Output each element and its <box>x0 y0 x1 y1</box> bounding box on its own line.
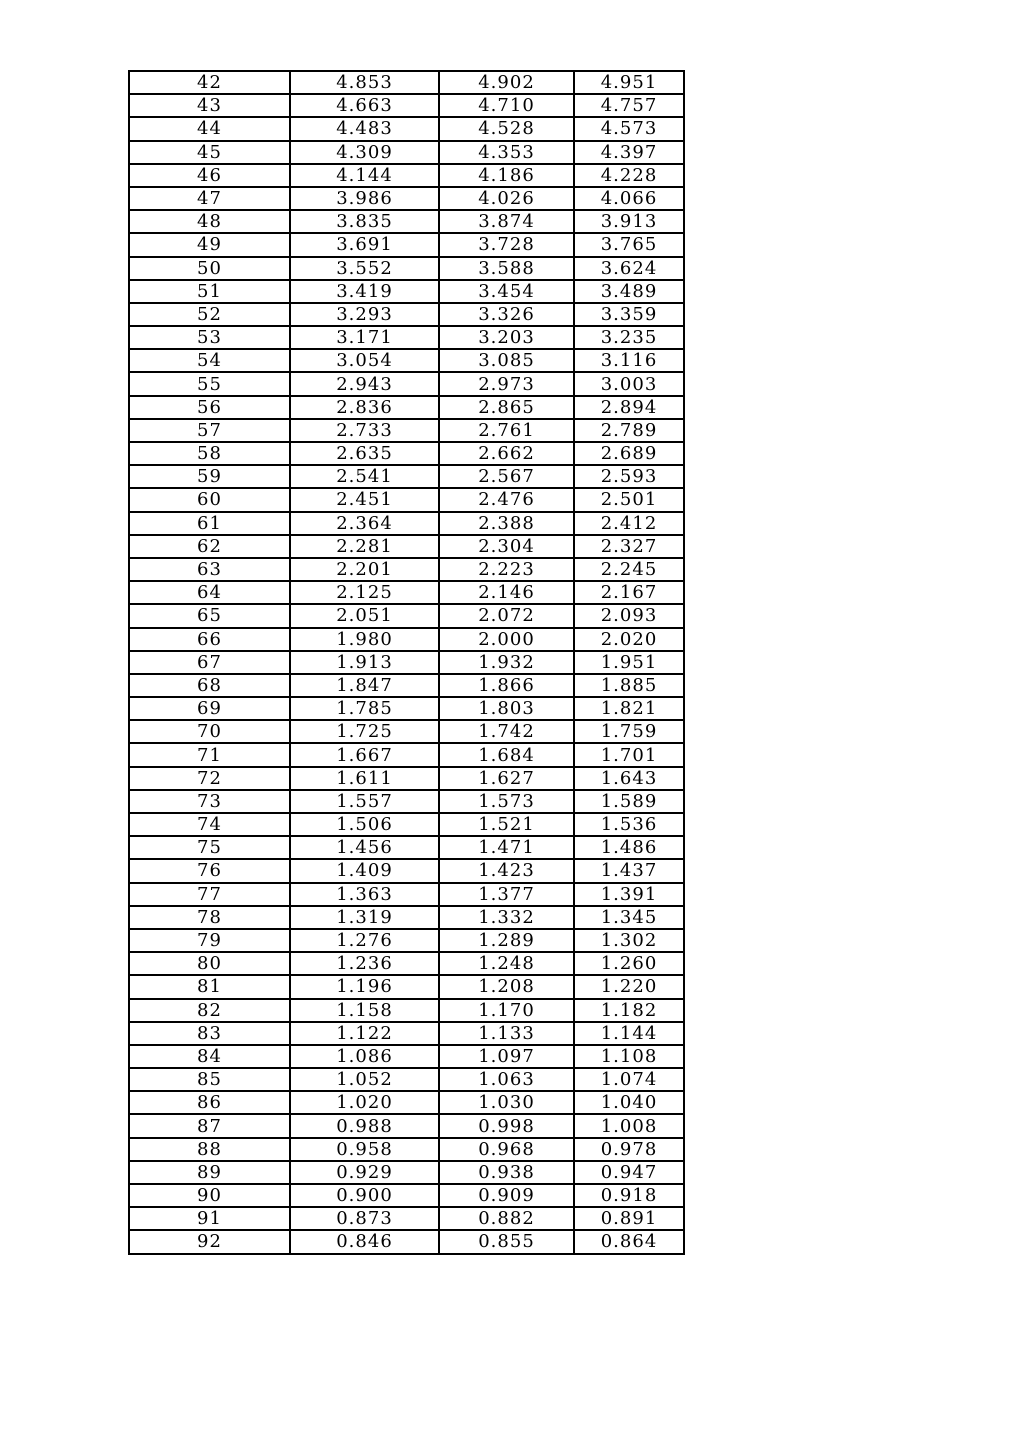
table-row <box>129 233 684 256</box>
value-cell-2: 3.085 <box>439 349 574 372</box>
value-cell-1: 2.451 <box>290 488 439 511</box>
value-cell-2: 1.742 <box>439 720 574 743</box>
value-cell-3: 1.144 <box>574 1022 684 1045</box>
index-cell: 43 <box>129 94 290 117</box>
value-cell-2: 2.304 <box>439 535 574 558</box>
value-cell-1: 1.725 <box>290 720 439 743</box>
table-row <box>129 767 684 790</box>
value-cell-1: 3.419 <box>290 280 439 303</box>
index-cell: 68 <box>129 674 290 697</box>
value-cell-2: 3.454 <box>439 280 574 303</box>
value-cell-3: 2.501 <box>574 488 684 511</box>
value-cell-1: 2.051 <box>290 604 439 627</box>
index-cell: 73 <box>129 790 290 813</box>
value-cell-1: 1.980 <box>290 628 439 651</box>
value-cell-1: 4.309 <box>290 141 439 164</box>
index-cell: 58 <box>129 442 290 465</box>
value-cell-2: 1.803 <box>439 697 574 720</box>
index-cell: 71 <box>129 743 290 766</box>
value-cell-2: 2.072 <box>439 604 574 627</box>
table-row <box>129 512 684 535</box>
value-cell-2: 1.573 <box>439 790 574 813</box>
value-cell-2: 1.866 <box>439 674 574 697</box>
value-cell-1: 1.557 <box>290 790 439 813</box>
value-cell-1: 0.900 <box>290 1184 439 1207</box>
table-row <box>129 257 684 280</box>
index-cell: 79 <box>129 929 290 952</box>
index-cell: 88 <box>129 1138 290 1161</box>
value-cell-1: 2.201 <box>290 558 439 581</box>
table-row <box>129 883 684 906</box>
value-cell-1: 1.276 <box>290 929 439 952</box>
value-cell-1: 1.319 <box>290 906 439 929</box>
index-cell: 70 <box>129 720 290 743</box>
value-cell-3: 2.167 <box>574 581 684 604</box>
value-cell-3: 1.759 <box>574 720 684 743</box>
value-cell-3: 3.765 <box>574 233 684 256</box>
value-cell-3: 4.397 <box>574 141 684 164</box>
value-cell-3: 2.689 <box>574 442 684 465</box>
index-cell: 49 <box>129 233 290 256</box>
data-table <box>128 70 685 1255</box>
index-cell: 50 <box>129 257 290 280</box>
value-cell-2: 3.728 <box>439 233 574 256</box>
table-row <box>129 743 684 766</box>
value-cell-1: 3.293 <box>290 303 439 326</box>
value-cell-2: 2.146 <box>439 581 574 604</box>
index-cell: 51 <box>129 280 290 303</box>
table-row <box>129 326 684 349</box>
value-cell-3: 2.020 <box>574 628 684 651</box>
value-cell-2: 4.710 <box>439 94 574 117</box>
value-cell-2: 2.662 <box>439 442 574 465</box>
value-cell-3: 1.108 <box>574 1045 684 1068</box>
index-cell: 83 <box>129 1022 290 1045</box>
value-cell-3: 3.003 <box>574 372 684 395</box>
value-cell-1: 2.364 <box>290 512 439 535</box>
value-cell-2: 2.000 <box>439 628 574 651</box>
index-cell: 80 <box>129 952 290 975</box>
table-row <box>129 1068 684 1091</box>
index-cell: 85 <box>129 1068 290 1091</box>
table-row <box>129 465 684 488</box>
value-cell-1: 3.835 <box>290 210 439 233</box>
value-cell-3: 3.359 <box>574 303 684 326</box>
value-cell-2: 3.326 <box>439 303 574 326</box>
value-cell-3: 1.821 <box>574 697 684 720</box>
index-cell: 76 <box>129 859 290 882</box>
table-row <box>129 952 684 975</box>
value-cell-3: 2.412 <box>574 512 684 535</box>
table-row <box>129 1045 684 1068</box>
value-cell-3: 0.891 <box>574 1207 684 1230</box>
value-cell-2: 1.471 <box>439 836 574 859</box>
value-cell-3: 4.757 <box>574 94 684 117</box>
index-cell: 78 <box>129 906 290 929</box>
index-cell: 44 <box>129 117 290 140</box>
value-cell-2: 1.521 <box>439 813 574 836</box>
value-cell-2: 4.186 <box>439 164 574 187</box>
value-cell-2: 2.223 <box>439 558 574 581</box>
value-cell-1: 2.733 <box>290 419 439 442</box>
table-row <box>129 674 684 697</box>
value-cell-3: 3.489 <box>574 280 684 303</box>
index-cell: 64 <box>129 581 290 604</box>
index-cell: 48 <box>129 210 290 233</box>
value-cell-1: 1.667 <box>290 743 439 766</box>
value-cell-2: 1.248 <box>439 952 574 975</box>
table-row <box>129 210 684 233</box>
index-cell: 63 <box>129 558 290 581</box>
value-cell-1: 2.281 <box>290 535 439 558</box>
table-row <box>129 372 684 395</box>
value-cell-3: 4.951 <box>574 71 684 94</box>
value-cell-2: 2.973 <box>439 372 574 395</box>
table-row <box>129 651 684 674</box>
value-cell-1: 4.483 <box>290 117 439 140</box>
value-cell-3: 0.864 <box>574 1230 684 1253</box>
value-cell-2: 4.026 <box>439 187 574 210</box>
value-cell-2: 0.855 <box>439 1230 574 1253</box>
index-cell: 45 <box>129 141 290 164</box>
value-cell-1: 1.196 <box>290 975 439 998</box>
table-row <box>129 813 684 836</box>
value-cell-3: 0.947 <box>574 1161 684 1184</box>
table-row <box>129 164 684 187</box>
table-row <box>129 94 684 117</box>
index-cell: 89 <box>129 1161 290 1184</box>
index-cell: 57 <box>129 419 290 442</box>
value-cell-1: 1.158 <box>290 999 439 1022</box>
value-cell-3: 1.040 <box>574 1091 684 1114</box>
value-cell-3: 1.536 <box>574 813 684 836</box>
value-cell-2: 1.423 <box>439 859 574 882</box>
value-cell-3: 3.116 <box>574 349 684 372</box>
value-cell-1: 1.409 <box>290 859 439 882</box>
value-cell-2: 2.567 <box>439 465 574 488</box>
index-cell: 62 <box>129 535 290 558</box>
value-cell-1: 1.052 <box>290 1068 439 1091</box>
index-cell: 61 <box>129 512 290 535</box>
index-cell: 77 <box>129 883 290 906</box>
value-cell-1: 0.958 <box>290 1138 439 1161</box>
value-cell-1: 3.552 <box>290 257 439 280</box>
table-row <box>129 349 684 372</box>
table-row <box>129 396 684 419</box>
value-cell-3: 1.589 <box>574 790 684 813</box>
value-cell-1: 1.122 <box>290 1022 439 1045</box>
value-cell-1: 0.846 <box>290 1230 439 1253</box>
index-cell: 91 <box>129 1207 290 1230</box>
table-row <box>129 581 684 604</box>
index-cell: 67 <box>129 651 290 674</box>
value-cell-3: 1.260 <box>574 952 684 975</box>
value-cell-2: 1.332 <box>439 906 574 929</box>
value-cell-2: 1.684 <box>439 743 574 766</box>
value-cell-2: 3.203 <box>439 326 574 349</box>
value-cell-1: 4.144 <box>290 164 439 187</box>
table-body <box>129 71 684 1254</box>
value-cell-1: 4.853 <box>290 71 439 94</box>
table-row <box>129 558 684 581</box>
value-cell-3: 1.391 <box>574 883 684 906</box>
value-cell-1: 2.836 <box>290 396 439 419</box>
value-cell-1: 0.873 <box>290 1207 439 1230</box>
value-cell-1: 2.635 <box>290 442 439 465</box>
value-cell-3: 1.220 <box>574 975 684 998</box>
value-cell-1: 3.171 <box>290 326 439 349</box>
table-row <box>129 999 684 1022</box>
value-cell-3: 1.302 <box>574 929 684 952</box>
value-cell-3: 4.573 <box>574 117 684 140</box>
table-row <box>129 280 684 303</box>
value-cell-3: 1.182 <box>574 999 684 1022</box>
table-row <box>129 1138 684 1161</box>
value-cell-1: 2.125 <box>290 581 439 604</box>
index-cell: 60 <box>129 488 290 511</box>
table-row <box>129 1022 684 1045</box>
table-row <box>129 929 684 952</box>
index-cell: 42 <box>129 71 290 94</box>
value-cell-3: 3.235 <box>574 326 684 349</box>
value-cell-2: 3.588 <box>439 257 574 280</box>
value-cell-1: 4.663 <box>290 94 439 117</box>
value-cell-2: 1.627 <box>439 767 574 790</box>
index-cell: 46 <box>129 164 290 187</box>
value-cell-3: 2.093 <box>574 604 684 627</box>
table-row <box>129 790 684 813</box>
index-cell: 75 <box>129 836 290 859</box>
value-cell-3: 1.951 <box>574 651 684 674</box>
table-row <box>129 697 684 720</box>
value-cell-2: 1.208 <box>439 975 574 998</box>
index-cell: 66 <box>129 628 290 651</box>
table-row <box>129 1230 684 1253</box>
table-row <box>129 1161 684 1184</box>
table-row <box>129 1207 684 1230</box>
value-cell-2: 0.938 <box>439 1161 574 1184</box>
index-cell: 72 <box>129 767 290 790</box>
index-cell: 47 <box>129 187 290 210</box>
index-cell: 59 <box>129 465 290 488</box>
index-cell: 65 <box>129 604 290 627</box>
value-cell-3: 0.978 <box>574 1138 684 1161</box>
table-row <box>129 141 684 164</box>
value-cell-1: 2.943 <box>290 372 439 395</box>
value-cell-2: 1.063 <box>439 1068 574 1091</box>
index-cell: 81 <box>129 975 290 998</box>
value-cell-3: 2.593 <box>574 465 684 488</box>
value-cell-1: 2.541 <box>290 465 439 488</box>
value-cell-2: 1.377 <box>439 883 574 906</box>
value-cell-3: 1.345 <box>574 906 684 929</box>
value-cell-2: 0.909 <box>439 1184 574 1207</box>
value-cell-1: 3.691 <box>290 233 439 256</box>
value-cell-1: 1.913 <box>290 651 439 674</box>
value-cell-3: 2.245 <box>574 558 684 581</box>
table-row <box>129 187 684 210</box>
table-row <box>129 442 684 465</box>
value-cell-3: 4.066 <box>574 187 684 210</box>
table-row <box>129 906 684 929</box>
index-cell: 87 <box>129 1114 290 1137</box>
value-cell-1: 1.020 <box>290 1091 439 1114</box>
value-cell-2: 4.902 <box>439 71 574 94</box>
index-cell: 74 <box>129 813 290 836</box>
index-cell: 90 <box>129 1184 290 1207</box>
index-cell: 55 <box>129 372 290 395</box>
value-cell-2: 2.761 <box>439 419 574 442</box>
value-cell-1: 1.456 <box>290 836 439 859</box>
table-row <box>129 1184 684 1207</box>
table-row <box>129 628 684 651</box>
value-cell-2: 4.528 <box>439 117 574 140</box>
index-cell: 69 <box>129 697 290 720</box>
value-cell-3: 1.074 <box>574 1068 684 1091</box>
index-cell: 84 <box>129 1045 290 1068</box>
table-row <box>129 975 684 998</box>
value-cell-2: 1.170 <box>439 999 574 1022</box>
value-cell-1: 0.988 <box>290 1114 439 1137</box>
value-cell-2: 1.932 <box>439 651 574 674</box>
value-cell-3: 1.008 <box>574 1114 684 1137</box>
index-cell: 92 <box>129 1230 290 1253</box>
table-row <box>129 720 684 743</box>
table-row <box>129 419 684 442</box>
value-cell-3: 4.228 <box>574 164 684 187</box>
value-cell-1: 1.785 <box>290 697 439 720</box>
value-cell-3: 1.437 <box>574 859 684 882</box>
table-row <box>129 836 684 859</box>
value-cell-2: 3.874 <box>439 210 574 233</box>
value-cell-3: 0.918 <box>574 1184 684 1207</box>
value-cell-1: 0.929 <box>290 1161 439 1184</box>
table-row <box>129 859 684 882</box>
table-row <box>129 604 684 627</box>
value-cell-3: 1.486 <box>574 836 684 859</box>
value-cell-2: 4.353 <box>439 141 574 164</box>
index-cell: 82 <box>129 999 290 1022</box>
value-cell-1: 1.363 <box>290 883 439 906</box>
index-cell: 53 <box>129 326 290 349</box>
value-cell-2: 1.030 <box>439 1091 574 1114</box>
value-cell-2: 1.133 <box>439 1022 574 1045</box>
value-cell-1: 3.986 <box>290 187 439 210</box>
index-cell: 52 <box>129 303 290 326</box>
value-cell-2: 0.968 <box>439 1138 574 1161</box>
value-cell-3: 2.789 <box>574 419 684 442</box>
value-cell-1: 1.611 <box>290 767 439 790</box>
value-cell-2: 0.882 <box>439 1207 574 1230</box>
value-cell-1: 1.086 <box>290 1045 439 1068</box>
value-cell-3: 2.894 <box>574 396 684 419</box>
value-cell-2: 0.998 <box>439 1114 574 1137</box>
table-row <box>129 117 684 140</box>
table-row <box>129 488 684 511</box>
index-cell: 56 <box>129 396 290 419</box>
value-cell-2: 2.388 <box>439 512 574 535</box>
value-cell-2: 2.865 <box>439 396 574 419</box>
table-row <box>129 71 684 94</box>
value-cell-2: 2.476 <box>439 488 574 511</box>
value-cell-3: 1.885 <box>574 674 684 697</box>
value-cell-3: 1.701 <box>574 743 684 766</box>
value-cell-1: 1.506 <box>290 813 439 836</box>
value-cell-3: 3.624 <box>574 257 684 280</box>
value-cell-2: 1.289 <box>439 929 574 952</box>
value-cell-1: 3.054 <box>290 349 439 372</box>
value-cell-3: 2.327 <box>574 535 684 558</box>
table-row <box>129 1091 684 1114</box>
value-cell-1: 1.236 <box>290 952 439 975</box>
value-cell-3: 3.913 <box>574 210 684 233</box>
table-row <box>129 303 684 326</box>
value-cell-2: 1.097 <box>439 1045 574 1068</box>
table-row <box>129 535 684 558</box>
value-cell-1: 1.847 <box>290 674 439 697</box>
index-cell: 86 <box>129 1091 290 1114</box>
index-cell: 54 <box>129 349 290 372</box>
table-row <box>129 1114 684 1137</box>
value-cell-3: 1.643 <box>574 767 684 790</box>
